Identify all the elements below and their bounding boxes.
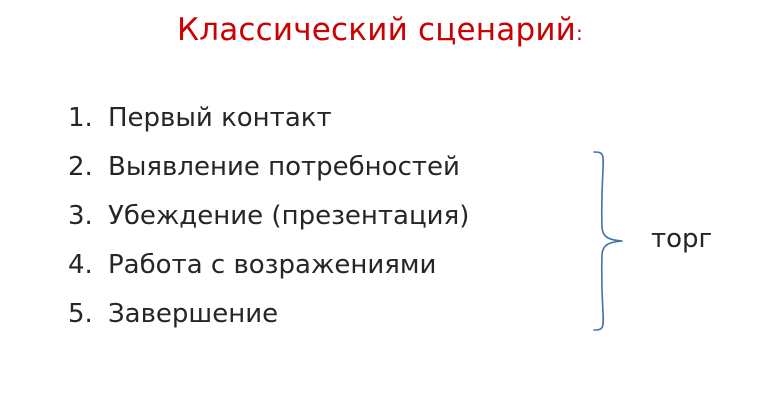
list-item-number: 5.: [68, 299, 93, 329]
curly-brace-icon: [588, 150, 648, 332]
list-item-label: Убеждение (презентация): [108, 201, 470, 231]
list-item-number: 1.: [68, 103, 93, 133]
scenario-list: [68, 105, 469, 350]
list-item: [68, 252, 469, 301]
list-item-label: Выявление потребностей: [108, 152, 460, 182]
brace-label: торг: [651, 224, 713, 254]
list-item-label: Работа с возражениями: [108, 250, 437, 280]
list-item-number: 4.: [68, 250, 93, 280]
list-item-label: Завершение: [108, 299, 279, 329]
list-item: [68, 105, 469, 154]
page-title-colon: :: [576, 21, 583, 45]
page-title: [0, 12, 760, 48]
list-item-number: 3.: [68, 201, 93, 231]
list-item: [68, 301, 469, 350]
page-title-text: Классический сценарий: [177, 12, 577, 48]
list-item: [68, 154, 469, 203]
list-item-number: 2.: [68, 152, 93, 182]
list-item: [68, 203, 469, 252]
list-item-label: Первый контакт: [108, 103, 332, 133]
